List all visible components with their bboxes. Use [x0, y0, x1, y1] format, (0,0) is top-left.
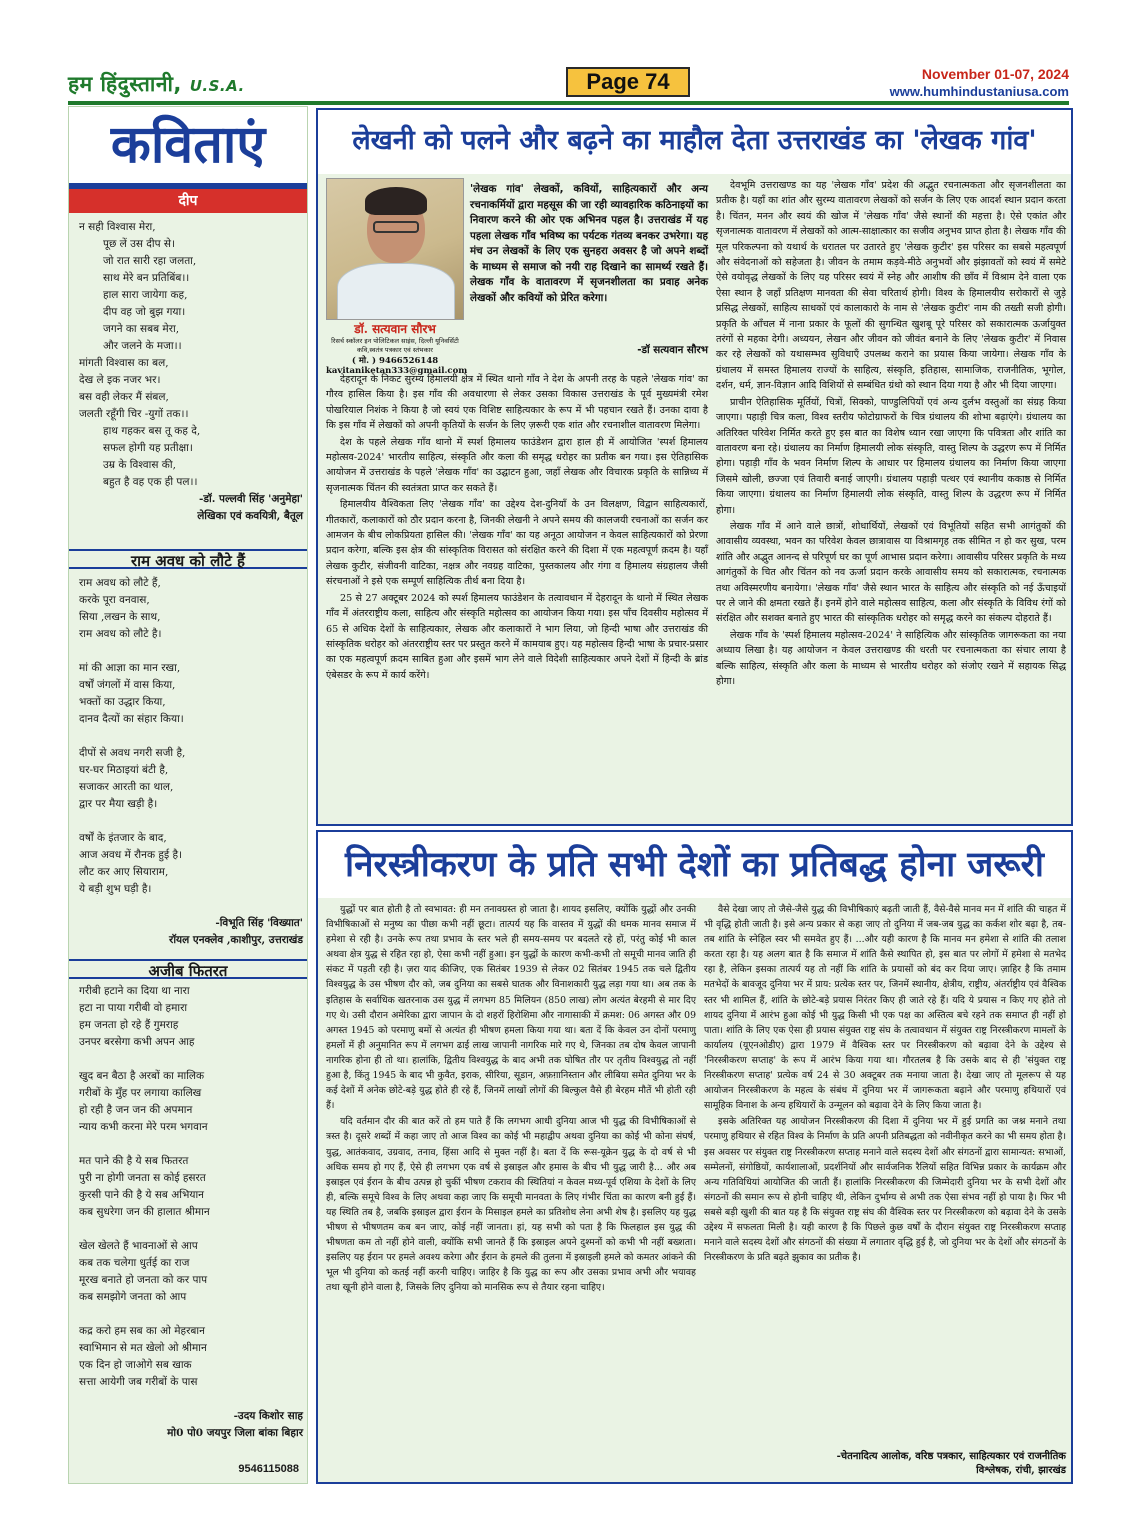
- poem-line: और जलने के मजा।।: [103, 340, 182, 352]
- poem-line: खुद बन बैठा है अरबों का मालिक: [79, 1070, 205, 1082]
- poem-ajeeb: [79, 983, 303, 1442]
- poem-line: खेल खेलते हैं भावनाओं से आप: [79, 1240, 198, 1252]
- poem-line: उम्र के विश्वास की,: [103, 459, 176, 471]
- poem-line: स्वाभिमान से मत खेलो ओ श्रीमान: [79, 1342, 207, 1354]
- poem-line: दीपों से अवध नगरी सजी है,: [79, 747, 186, 759]
- signature-line: -चेतनादित्य आलोक, वरिष्ठ पत्रकार, साहित्यकार एवं राजनीतिक: [836, 1451, 1066, 1462]
- poem-line: न सही विश्वास मेरा,: [79, 221, 156, 233]
- poem-line: राम अवध को लौटे हैं,: [79, 577, 161, 589]
- author-byline: [326, 320, 468, 380]
- poem-line: सजाकर आरती का थाल,: [79, 781, 174, 793]
- poem-line: मांगती विश्वास का बल,: [79, 357, 169, 369]
- poem-line: पुरी ना होगी जनता स कोई हसरत: [79, 1172, 206, 1184]
- poem-line: मां की आज्ञा का मान रखा,: [79, 662, 181, 674]
- paragraph: युद्धों पर बात होती है तो स्वभावत: ही मन तनावग्रस्त हो जाता है। शायद इसलिए, क्योंकि युद्धों और उनकी विभीषिकाओं से मनुष्य का पीछा कभी नहीं छूटा। तात्पर्य यह कि वास्तव में युद्धों की धमक मानव समाज में हमेशा से रही है। उनके रूप तथा प्रभाव के स्तर भले ही समय-समय पर बदलते रहे हों, परंतु कोई भी काल अथवा क्षेत्र युद्ध से रहित रहा हो, ऐसा कभी नहीं हुआ। इन युद्धों के कारण कभी-कभी तो समूची मानव जाति ही संकट में पड़ती रही है। ज़रा याद कीजिए, एक सितंबर 1939 से लेकर 02 सितंबर 1945 तक चले द्वितीय विश्वयुद्ध के उस भीषण दौर को, जब दुनिया का सबसे घातक और विनाशकारी युद्ध लड़ा गया था। अब तक के इतिहास के सर्वाधिक खतरनाक उस युद्ध में लगभग 85 मिलियन (850 लाख) लोग अत्यंत बेरहमी से मार दिए गए थे। उसी दौरान अमेरिका द्वारा जापान के दो शहरों हिरोशिमा और नागासाकी में क्रमश: 06 अगस्त और 09 अगस्त 1945 को परमाणु बमों से अत्यंत ही भीषण हमला किया गया था। बता दें कि केवल उन दोनों परमाणु हमलों में ही अनुमानित रूप में लगभग ढाई लाख जापानी नागरिक मारे गए थे, जिनका तब दोष केवल जापानी नागरिक होना ही तो था। हालांकि, द्वितीय विश्वयुद्ध के बाद अभी तक घोषित तौर पर तृतीय विश्वयुद्ध तो नहीं हुआ है, किंतु 1945 के बाद भी कुवैत, इराक, सीरिया, सूडान, अफ़ग़ानिस्तान और लीबिया समेत दुनिया भर के कई देशों में अनेक छोटे-बड़े युद्ध होते ही रहे हैं, जिनमें लाखों लोगों की बिल्कुल वैसे ही बेरहम मौतें भी होती रही हैं।: [326, 904, 696, 1112]
- poem-line: जगने का सबब मेरा,: [103, 323, 180, 335]
- paragraph: यदि वर्तमान दौर की बात करें तो हम पाते हैं कि लगभग आधी दुनिया आज भी युद्ध की विभीषिकाओं से त्रस्त है। दूसरे शब्दों में कहा जाए तो आज विश्व का कोई भी महाद्वीप अथवा दुनिया का कोई भी कोना संघर्ष, युद्ध, आतंकवाद, उग्रवाद, तनाव, हिंसा आदि से मुक्त नहीं है। बता दें कि रूस-यूक्रेन युद्ध के दो वर्ष से भी अधिक समय हो गए हैं, ऐसे ही लगभग एक वर्ष से इस्राइल और हमास के बीच भी युद्ध जारी है... और अब इस्राइल एवं ईरान के बीच उत्पन्न हो चुकीं भीषण टकराव की स्थितियां न केवल मध्य-पूर्व एशिया के देशों के लिए ही, बल्कि समूचे विश्व के लिए अथवा कहा जाए कि समूची मानवता के लिए गंभीर चिंता का कारण बनी हुई हैं। यह स्थिति तब है, जबकि इस्राइल द्वारा ईरान के मिसाइल हमले का प्रतिशोध लेना अभी शेष है। इसलिए यह युद्ध भीषण से भीषणतम कब बन जाए, कोई नहीं जानता। हां, यह सभी को पता है कि फिलहाल इस युद्ध की भीषणता कम तो नहीं होने वाली, क्योंकि सभी जानते हैं कि इस्राइल अपने दुश्मनों को कभी भी नहीं बख्शता। इसलिए यह ईरान पर हमले अवश्य करेगा और ईरान के हमले की तुलना में इस्राइली हमले को कमतर आंकने की भूल भी दुनिया को कतई नहीं करनी चाहिए। जाहिर है कि युद्ध का रूप और उसका प्रभाव अभी और भयावह तथा खूनी होने वाला है, जिसके लिए दुनिया को मानसिक रूप से तैयार रहना चाहिए।: [326, 1116, 696, 1294]
- poem-line: हम जनता हो रहे हैं गुमराह: [79, 1019, 179, 1031]
- newspaper-title: हम हिंदुस्तानी,: [68, 72, 182, 96]
- paragraph: लेखक गाँव के 'स्पर्श हिमालय महोत्सव-2024' ने साहित्यिक और सांस्कृतिक जागरूकता का नया अध्याय लिखा है। यह आयोजन न केवल उत्तराखण्ड की धरती पर रचनात्मकता का संचार लाया है बल्कि साहित्य, संस्कृति और कला के माध्यम से भारतीय धरोहर को संजोए रखने में सहायक सिद्ध होगा।: [716, 629, 1066, 687]
- paragraph: 25 से 27 अक्टूबर 2024 को स्पर्श हिमालय फाउंडेशन के तत्वावधान में देहरादून के थानो में स्थित लेखक गाँव में अंतरराष्ट्रीय कला, साहित्य और संस्कृति महोत्सव का आयोजन किया गया। इस पाँच दिवसीय महोत्सव में 65 से अधिक देशों के साहित्यकार, लेखक और कलाकारों ने भाग लिया, जो हिन्दी भाषा और उत्तराखंड की सांस्कृतिक धरोहर को अंतरराष्ट्रीय स्तर पर प्रस्तुत करने में कामयाब हुए। यह महोत्सव हिन्दी भाषा के प्रचार-प्रसार का एक महत्वपूर्ण क़दम साबित हुआ और इसमें भाग लेने वाले विदेशी साहित्यकार अपने देशों में हिन्दी के ब्रांड एंबेसडर के रूप में कार्य करेंगे।: [326, 592, 708, 681]
- poem-line: गरीबों के मुँह पर लगाया कालिख: [79, 1087, 202, 1099]
- poem-line: भक्तों का उद्धार किया,: [79, 696, 166, 708]
- poem-line: कब समझोगे जनता को आप: [79, 1291, 187, 1303]
- article2-column-left: [326, 902, 696, 1296]
- poem-line: वर्षों के इंतजार के बाद,: [79, 832, 167, 844]
- page-number: Page 74: [566, 67, 690, 97]
- poem-author-info: लेखिका एवं कवयित्री, बैतूल: [197, 510, 303, 522]
- poem-line: साथ मेरे बन प्रतिबिंब।।: [103, 272, 190, 284]
- paragraph: प्राचीन ऐतिहासिक मूर्तियों, चित्रों, सिक्को, पाण्डुलिपियों एवं अन्य दुर्लभ वस्तुओं का संग्रह किया जाएगा। पहाड़ी चित्र कला, विश्व स्तरीय फोटोग्राफरों के चित्र ग्रंथालय की शोभा बढ़ाएंगे। ग्रंथालय का अतिरिक्त परिवेश निर्मित करते हुए इस बात का विशेष ध्यान रखा जाएगा कि पवित्रता और शांति का वातावरण बना रहे। ग्रंथालय का निर्माण हिमालयी लोक संस्कृति, वास्तु शिल्प के उद्धरण रूप में निर्मित होगा। पहाड़ी गाँव के भवन निर्माण शिल्प के आधार पर हिमालय ग्रंथालय का निर्माण किया जाएगा जिसमे खोली, छज्जा एवं तिवारी बनाई जाएगी। ग्रंथालय पहाड़ी पत्थर एवं स्थानीय ककाष्ठ से निर्मित किया जाएगा। ग्रंथालय का निर्माण हिमालयी लोक संस्कृति, वास्तु शिल्प के उद्धरण रूप में निर्मित होगा।: [716, 396, 1066, 516]
- poem-line: उनपर बरसेगा कभी अपन आह: [79, 1036, 195, 1048]
- poem-author: -विभूति सिंह 'विख्यात': [215, 917, 303, 929]
- poem-author-info: मो0 पो0 जयपुर जिला बांका बिहार: [167, 1427, 303, 1439]
- poem-line: राम अवध को लौटे है।: [79, 628, 162, 640]
- poem-line: द्वार पर मैया खड़ी है।: [79, 798, 158, 810]
- poem-line: दानव दैत्यों का संहार किया।: [79, 713, 184, 725]
- article-headline: निरस्त्रीकरण के प्रति सभी देशों का प्रतिबद्ध होना जरूरी: [345, 845, 1044, 885]
- poem-line: बहुत है वह एक ही पल।।: [103, 476, 198, 488]
- poem-author-info: रॉयल एनक्लेव ,काशीपुर, उत्तराखंड: [169, 934, 303, 946]
- signature-line: विश्लेषक, रांची, झारखंड: [976, 1465, 1066, 1476]
- poem-line: देख ले इक नजर भर।: [79, 374, 161, 386]
- paragraph: लेखक गाँव में आने वाले छात्रों, शोधार्थियों, लेखकों एवं विभूतियों सहित सभी आगंतुकों की आवासीय व्यवस्था, भवन का परिवेश केवल छात्रावास या विश्रामगृह तक सीमित न हो कर सुख, परम शांति और अद्भुत आनन्द से परिपूर्ण घर का पूर्ण आभास प्रदान करेगा। आवासीय परिसर प्रकृति के मध्य आगंतुकों के चित और चिंतन को नव ऊर्जा प्रदान करके आवासीय समय को सकारात्मक, रचनात्मक तथा अविस्मरणीय बनायेगा। 'लेखक गाँव' जैसे स्थान भारत के साहित्य और संस्कृति को नई ऊँचाइयों पर ले जाने की क्षमता रखते हैं। इनमें होने वाले महोत्सव साहित्य, कला और संस्कृति के विविध रंगों को संरक्षित और सशक्त बनाते हुए भारत की सांस्कृतिक धरोहर को समृद्ध करने का संकल्प दोहराते हैं।: [716, 520, 1066, 625]
- poem-line: ये बड़ी शुभ घड़ी है।: [79, 883, 152, 895]
- article1-column-left: [326, 372, 708, 684]
- poem-line: आज अवध में रौनक हुई है।: [79, 849, 182, 861]
- poem-line: कब तक चलेगा धुर्तई का राज: [79, 1257, 190, 1269]
- masthead: [0, 0, 1135, 104]
- paragraph: इसके अतिरिक्त यह आयोजन निरस्त्रीकरण की दिशा में दुनिया भर में हुई प्रगति का जश्न मनाने तथा परमाणु हथियार से रहित विश्व के निर्माण के प्रति अपनी प्रतिबद्धता को नवीनीकृत करने का भी समय होता है। इस अवसर पर संयुक्त राष्ट्र निरस्त्रीकरण सप्ताह मनाने वाले सदस्य देशों और संगठनों द्वारा सामान्यत: सभाओं, सम्मेलनों, संगोष्ठियों, कार्यशालाओं, प्रदर्शनियों और सार्वजनिक रैलियों सहित विभिन्न प्रकार के कार्यक्रम और अन्य गतिविधियां आयोजित की जाती हैं। हालांकि निरस्त्रीकरण की जिम्मेदारी दुनिया भर के सभी देशों और संगठनों की समान रूप से होनी चाहिए थी, लेकिन दुर्भाग्य से अभी तक ऐसा संभव नहीं हो पाया है। फिर भी सबसे बड़ी खुशी की बात यह है कि संयुक्त राष्ट्र संघ की वैश्विक स्तर पर निरस्त्रीकरण को बढ़ावा देने के उसके उद्देश्य में सफलता मिली है। यही कारण है कि पिछले कुछ वर्षों के दौरान संयुक्त राष्ट्र निरस्त्रीकरण सप्ताह मनाने वाले सदस्य देशों और संगठनों की संख्या में लगातार वृद्धि हुई है, जो दुनिया भर के देशों और संगठनों के निरस्त्रीकरण के प्रति बढ़ते झुकाव का प्रतीक है।: [704, 1116, 1066, 1264]
- poem-line: बस वही लेकर मैं संबल,: [79, 391, 169, 403]
- poem-title-ajeeb: अजीब फितरत: [69, 959, 307, 979]
- article2-signature: [704, 1448, 1066, 1476]
- poem-line: जो रात सारी रहा जलता,: [103, 255, 197, 267]
- poem-line: सिया ,लखन के साथ,: [79, 611, 161, 623]
- article1-column-right: [716, 178, 1066, 690]
- section-banner: कविताएं: [69, 107, 307, 183]
- article-intro: 'लेखक गांव' लेखकों, कवियों, साहित्यकारों और अन्य रचनाकर्मियों द्वारा महसूस की जा रही व्यावहारिक कठिनाइयों का निवारण करने की ओर एक अभिनव पहल है। उत्तराखंड में यह पहला लेखक गाँव भविष्य का पर्यटक गंतव्य बनकर उभरेगा। यह मंच उन लेखकों के लिए एक सुनहरा अवसर है जो अपने शब्दों के माध्यम से समाज को नयी राह दिखाने का सामर्थ्य रखते हैं। लेखक गाँव के वातावरण में सृजनशीलता का प्रवाह अनेक लेखकों और कवियों को प्रेरित करेगा।: [470, 183, 708, 304]
- poem-author: -डॉ. पल्लवी सिंह 'अनुमेहा': [199, 493, 303, 505]
- article2-column-right: [704, 902, 1066, 1266]
- poem-line: एक दिन हो जाओगे सब खाक: [79, 1359, 192, 1371]
- poem-line: न्याय कभी करना मेरे परम भगवान: [79, 1121, 208, 1133]
- poem-line: पूछ लें उस दीप से।: [103, 238, 175, 250]
- poem-line: गरीबी हटाने का दिया था नारा: [79, 985, 190, 997]
- author-phone: 9546115088: [238, 1463, 299, 1475]
- issue-date: November 01-07, 2024: [921, 66, 1069, 82]
- poem-line: कुरसी पाने की है ये सब अभियान: [79, 1189, 205, 1201]
- poem-line: लौट कर आए सियाराम,: [79, 866, 169, 878]
- author-photo: [326, 178, 464, 320]
- poem-line: हाल सारा जायेगा कह,: [103, 289, 188, 301]
- poem-author: -उदय किशोर साह: [233, 1410, 303, 1422]
- poem-title-ram: राम अवध को लौटे हैं: [69, 549, 307, 569]
- paragraph: देश के पहले लेखक गाँव थानो में स्पर्श हिमालय फाउंडेशन द्वारा हाल ही में आयोजित 'स्पर्श हिमालय महोत्सव-2024' भारतीय साहित्य, संस्कृति और कला की समृद्ध धरोहर का प्रतीक बन गया। इस ऐतिहासिक आयोजन में उत्तराखंड के पहले 'लेखक गाँव' का उद्घाटन हुआ, जहाँ लेखक और विचारक प्रकृति के सान्निध्य में सृजनात्मक चिंतन की स्वतंत्रता प्राप्त कर सकते हैं।: [326, 436, 708, 494]
- poem-line: वर्षों जंगलों में वास किया,: [79, 679, 176, 691]
- poem-line: कद्र करो हम सब का ओ मेहरबान: [79, 1325, 205, 1337]
- author-name: डॉ. सत्यवान सौरभ: [354, 322, 436, 336]
- author-credential: रिसर्च स्कॉलर इन पोलिटिकल साइंस, दिल्ली यूनिवर्सिटी: [331, 337, 459, 345]
- paragraph: वैसे देखा जाए तो जैसे-जैसे युद्ध की विभीषिकाएं बढ़ती जाती हैं, वैसे-वैसे मानव मन में शांति की चाहत में भी वृद्धि होती जाती है। इसे अन्य प्रकार से कहा जाए तो दुनिया में जब-जब युद्ध का कर्कश शोर बढ़ा है, तब-तब शांति के स्नेहिल स्वर भी समवेत हुए हैं। ...और यही कारण है कि मानव मन हमेशा से शांति की तलाश करता रहा है। यह अलग बात है कि समाज में शांति कैसे स्थापित हो, इस बात पर लोगों में हमेशा से मतभेद रहा है, लेकिन इसका तात्पर्य यह तो नहीं कि शांति के प्रयासों को बंद कर दिया जाए। ज़ाहिर है कि तमाम मतभेदों के बावजूद दुनिया भर में प्राय: प्रत्येक स्तर पर, जिनमें स्थानीय, क्षेत्रीय, राष्ट्रीय, अंतर्राष्ट्रीय एवं वैश्विक स्तर भी शामिल हैं, शांति के छोटे-बड़े प्रयास निरंतर किए ही जाते रहे हैं। यदि ये प्रयास न किए गए होते तो शायद दुनिया में आरंभ हुआ कोई भी युद्ध किसी भी एक पक्ष का अस्तित्व बचे रहने तक समाप्त ही नहीं हो पाता। शांति के लिए एक ऐसा ही प्रयास संयुक्त राष्ट्र संघ के तत्वावधान में संयुक्त राष्ट्र निरस्त्रीकरण मामलों के कार्यालय (यूएनओडीए) द्वारा 1979 में वैश्विक स्तर पर निरस्त्रीकरण को बढ़ावा देने के उद्देश्य से 'निरस्त्रीकरण सप्ताह' के रूप में आरंभ किया गया था। गौरतलब है कि उसके बाद से ही 'संयुक्त राष्ट्र निरस्त्रीकरण सप्ताह' प्रत्येक वर्ष 24 से 30 अक्टूबर तक मनाया जाता है। देखा जाए तो मूलरूप से यह आयोजन निरस्त्रीकरण के महत्व के संबंध में दुनिया भर में जागरूकता बढ़ाने और परमाणु हथियारों एवं सामूहिक विनाश के अन्य हथियारों के उन्मूलन को बढ़ावा देने के लिए किया जाता है।: [704, 904, 1066, 1112]
- poem-ram: [79, 575, 303, 949]
- poem-line: हटा ना पाया गरीबी वो हमारा: [79, 1002, 188, 1014]
- paragraph: हिमालयीय वैश्विकता लिए 'लेखक गाँव' का उद्देश्य देश-दुनियाँ के उन विलक्षण, विद्वान साहित्यकारों, गीतकारों, कलाकारों को ठौर प्रदान करना है, जिनकी लेखनी ने अपने समय की कालजयी रचनाओं का सर्जन कर आमजन के बीच लोकप्रियता हासिल की। 'लेखक गाँव' का यह अनूठा आयोजन न केवल साहित्यकारों को प्रेरणा प्रदान करेगा, बल्कि इस क्षेत्र की सांस्कृतिक विरासत को संरक्षित करने की दिशा में एक महत्वपूर्ण क़दम है। यहाँ लेखक कुटीर, संजीवनी वाटिका, नक्षत्र और नवग्रह वाटिका, पुस्तकालय और गंगा व हिमालय संग्रहालय जैसी संरचनाओं ने इसे एक सम्पूर्ण साहित्यिक तीर्थ बना दिया है।: [326, 499, 708, 588]
- poem-line: करके पूरा वनवास,: [79, 594, 150, 606]
- website-link[interactable]: www.humhindustaniusa.com: [889, 84, 1069, 99]
- poem-title-deep: दीप: [69, 189, 307, 213]
- poem-line: मत पाने की है ये सब फितरत: [79, 1155, 189, 1167]
- poem-line: मूरख बनाते हो जनता को कर पाप: [79, 1274, 208, 1286]
- poem-line: जलती रहूँगी चिर -युगों तक।।: [79, 408, 189, 420]
- author-email[interactable]: kavitaniketan333@gmail.com: [326, 366, 468, 376]
- poetry-column: [68, 106, 308, 1484]
- paragraph: देहरादून के निकट सुरम्य हिमालयी क्षेत्र में स्थित थानो गाँव ने देश के अपनी तरह के पहले 'लेखक गांव' का गौरव हासिल किया है। इस गाँव की अवधारणा से लेकर उसका विकास उत्तराखंड के पूर्व मुख्यमंत्री रमेश पोखरियाल निशंक ने किया है जो स्वयं एक विशिष्ट साहित्यकार के रूप में भी पहचान रखते हैं। उनका दावा है कि इस गाँव में लेखकों को अपनी कृतियों के सर्जन के लिए ज़रूरी एक शांत और रचनाशील वातावरण मिलेगा।: [326, 374, 708, 432]
- paragraph: देवभूमि उत्तराखण्ड का यह 'लेखक गाँव' प्रदेश की अद्भुत रचनात्मकता और सृजनशीलता का प्रतीक है। यहाँ का शांत और सुरम्य वातावरण लेखकों को सर्जन के लिए एक आदर्श स्थान प्रदान करता है। चिंतन, मनन और स्वयं की खोज में 'लेखक गाँव' जैसे स्थानों की महत्ता है। ऐसे एकांत और सृजनात्मक वातावरण में लेखकों को आत्म-साक्षात्कार का सजीव अनुभव प्राप्त होता है। लेखक गाँव की मूल परिकल्पना को यथार्थ के धरातल पर उतारते हुए 'लेखक कुटीर' इस परिसर का सबसे महत्वपूर्ण और संवेदनाओं को सहेजता है। जीवन के तमाम कड़वे-मीठे अनुभवों और झंझावतों को स्वयं में समेटे ऐसे वयोवृद्ध लेखकों के लिए यह परिसर स्वयं में स्नेह और आशीष की छाँव में विश्राम देने वाला एक ऐसा स्थान है जहाँ प्रतिक्षण मानवता की सेवा चरितार्थ होगी। विश्व के हिमालयीय सरोकारों से जुड़े प्रसिद्ध लेखकों, साहित्य साधकों एवं कालाकारो के नाम से 'लेखक कुटीर' नाम की तख्ती सजी होगी। प्रकृति के आँचल में नाना प्रकार के फूलों की सुगन्धित खुशबू पूरे परिसर को सकारात्मक ऊर्जायुक्त तरंगों से महका देगी। अध्ययन, लेखन और जीवन को जीवंत बनाने के लिए 'लेखक कुटीर' में निवास कर रहे लेखकों को यथासम्भव सुविधाएँ उपलब्ध कराने का प्रयास किया जायेगा। लेखक गाँव के ग्रंथालय में समस्त हिमालय राज्यों के साहित्य, संस्कृति, इतिहास, सामाजिक, राजनीतिक, भूगोल, दर्शन, धर्म, ज्ञान-विज्ञान आदि विशियों से सम्बंधित ग्रंथो को स्थान दिया गया है और भी दिया जाएगा।: [716, 180, 1066, 392]
- header-rule: [68, 101, 1069, 105]
- poem-line: घर-घर मिठाइयां बंटी है,: [79, 764, 169, 776]
- poem-line: सत्ता आयेगी जब गरीबों के पास: [79, 1376, 198, 1388]
- poem-line: कब सुधरेगा जन की हालात श्रीमान: [79, 1206, 210, 1218]
- poem-line: हाथ गहकर बस तू कह दे,: [103, 425, 201, 437]
- newspaper-name: [68, 70, 245, 98]
- author-role: कवि,स्वतंत्र पत्रकार एवं स्तंभकार: [357, 346, 433, 354]
- poem-line: हो रही है जन जन की अपमान: [79, 1104, 193, 1116]
- poem-line: सफल होगी यह प्रतीक्षा।: [103, 442, 193, 454]
- poem-line: दीप वह जो बुझ गया।: [103, 306, 186, 318]
- intro-signature: -डॉ सत्यवान सौरभ: [637, 344, 708, 356]
- poem-deep: [79, 219, 303, 525]
- newspaper-suffix: U.S.A.: [189, 77, 245, 95]
- author-mobile: ( मो. ) 9466526148: [351, 356, 439, 366]
- article-headline: लेखनी को पलने और बढ़ने का माहौल देता उत्तराखंड का 'लेखक गांव': [318, 110, 1071, 172]
